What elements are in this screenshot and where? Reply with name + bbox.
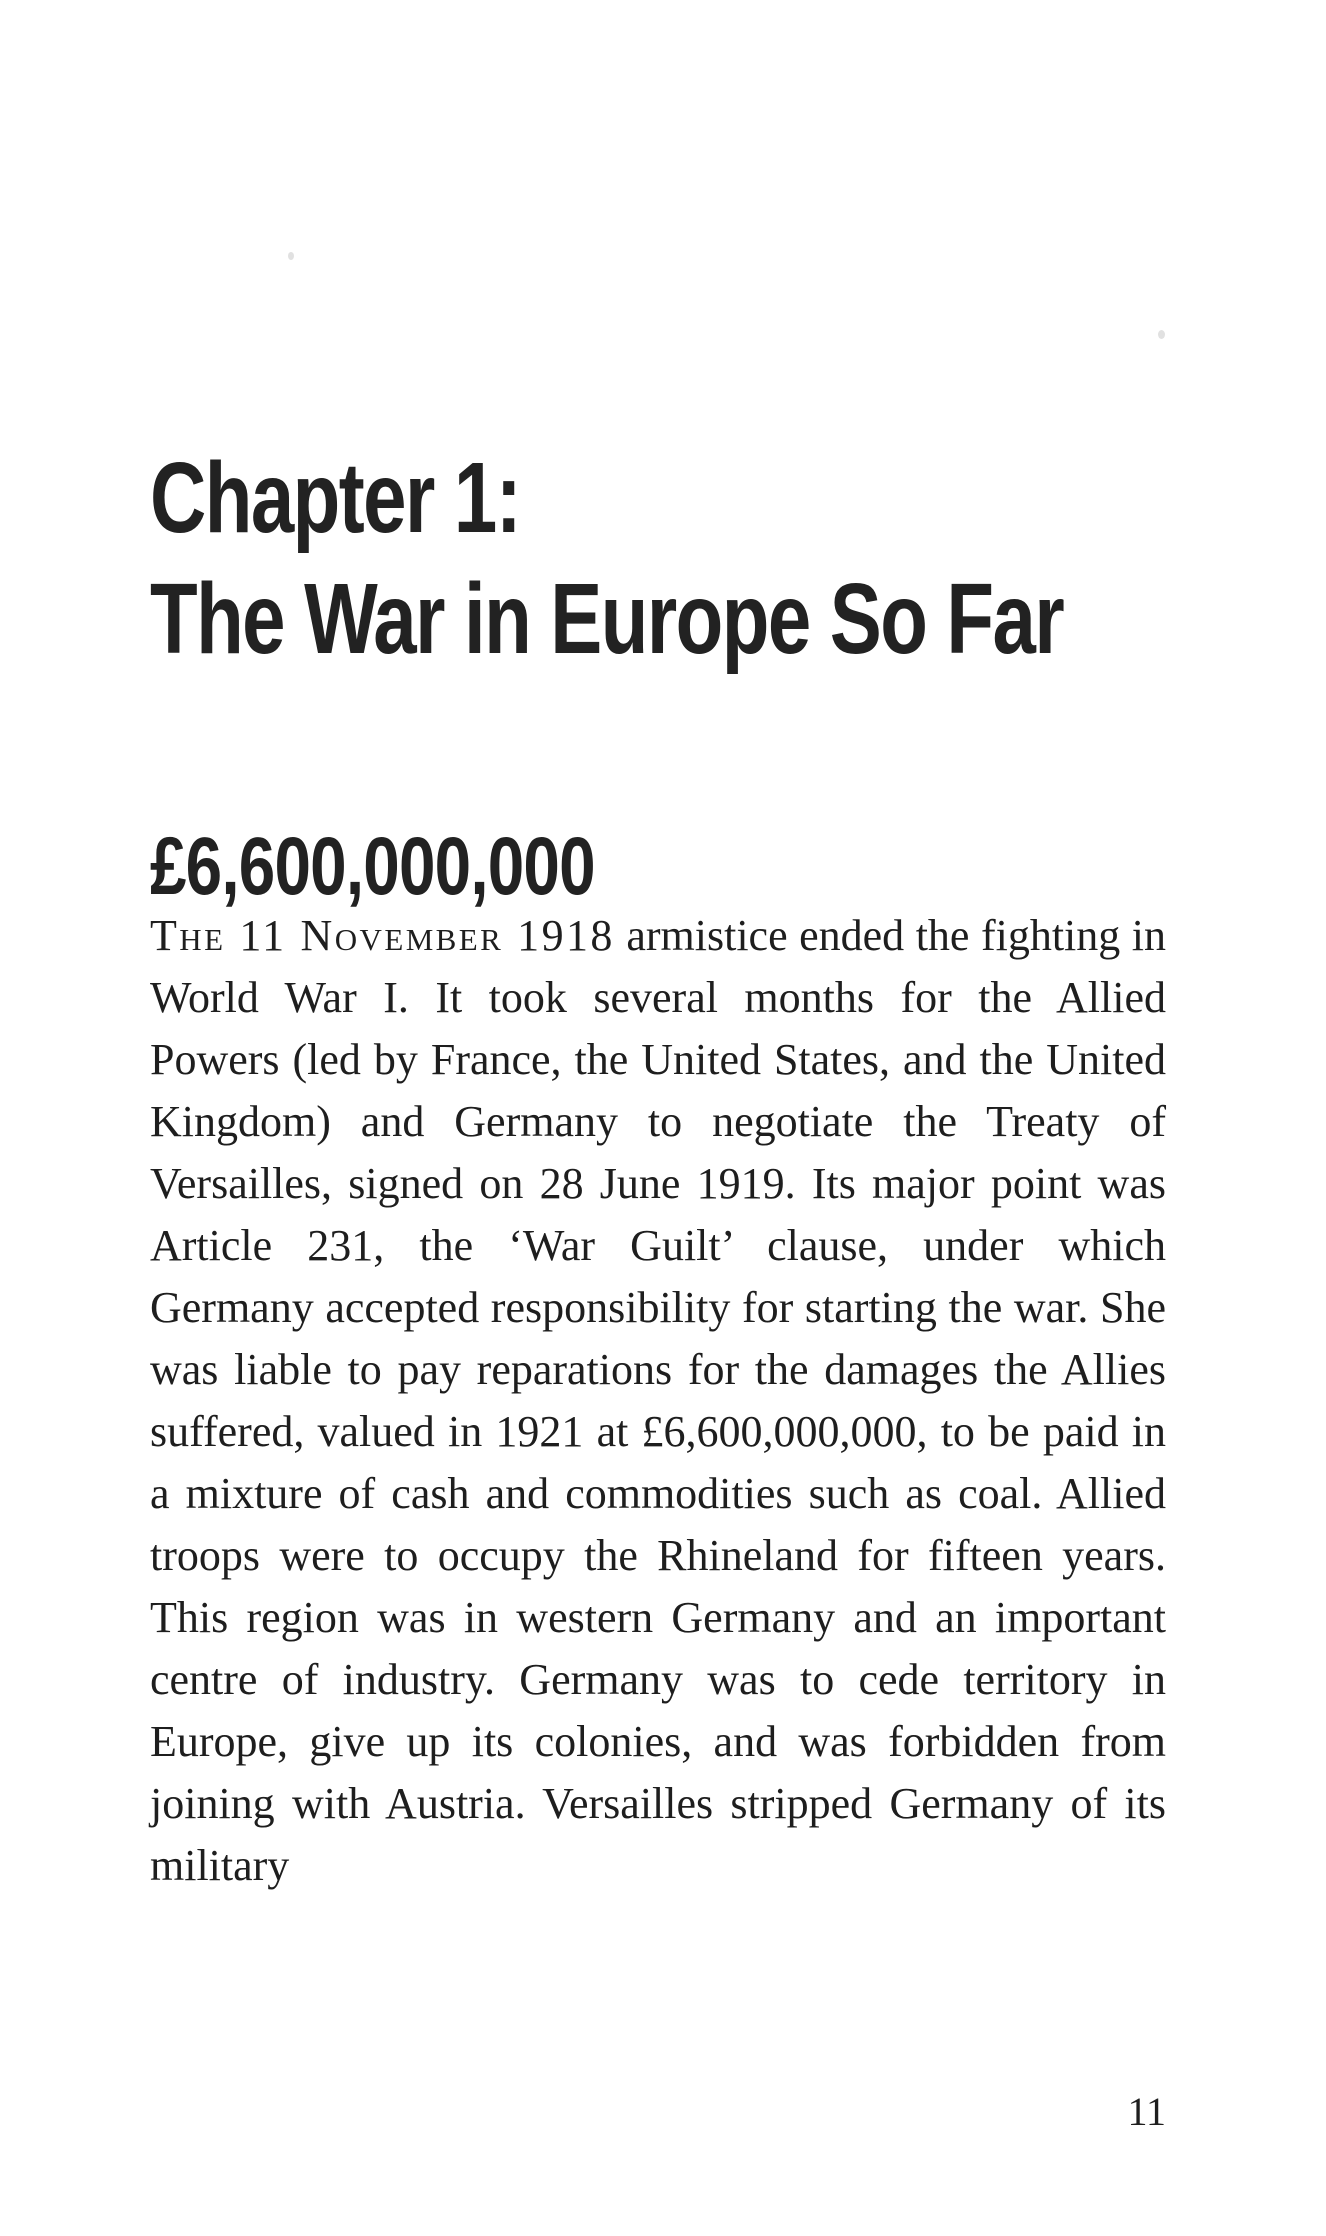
- page-number: 11: [1127, 2089, 1166, 2134]
- scan-artifact: [288, 252, 294, 260]
- chapter-title-line2: The War in Europe So Far: [150, 563, 1064, 675]
- scan-artifact: [1158, 330, 1165, 339]
- body-paragraph: [150, 905, 1166, 1897]
- body-text: armistice ended the fighting in World War I. It took several months for the Allied Powers (led by France, the United States, and the United Kingdom) and Germany to negotiate the Treaty of Versailles, signed on 28 June 1919. Its major point was Article 231, the ‘War Guilt’ clause, under which Germany accepted responsibility for starting the war. She was liable to pay reparations for the damages the Allies suffered, valued in 1921 at £6,600,000,000, to be paid in a mixture of cash and commodities such as coal. Allied troops were to occupy the Rhineland for fifteen years. This region was in western Germany and an important centre of industry. Germany was to cede territory in Europe, give up its colonies, and was forbidden from joining with Austria. Versailles stripped Germany of its military: [150, 911, 1167, 1890]
- section-heading: £6,600,000,000: [150, 821, 595, 912]
- lead-small-caps: The 11 November 1918: [150, 911, 615, 960]
- chapter-title: [150, 438, 1321, 680]
- chapter-title-line1: Chapter 1:: [150, 442, 521, 554]
